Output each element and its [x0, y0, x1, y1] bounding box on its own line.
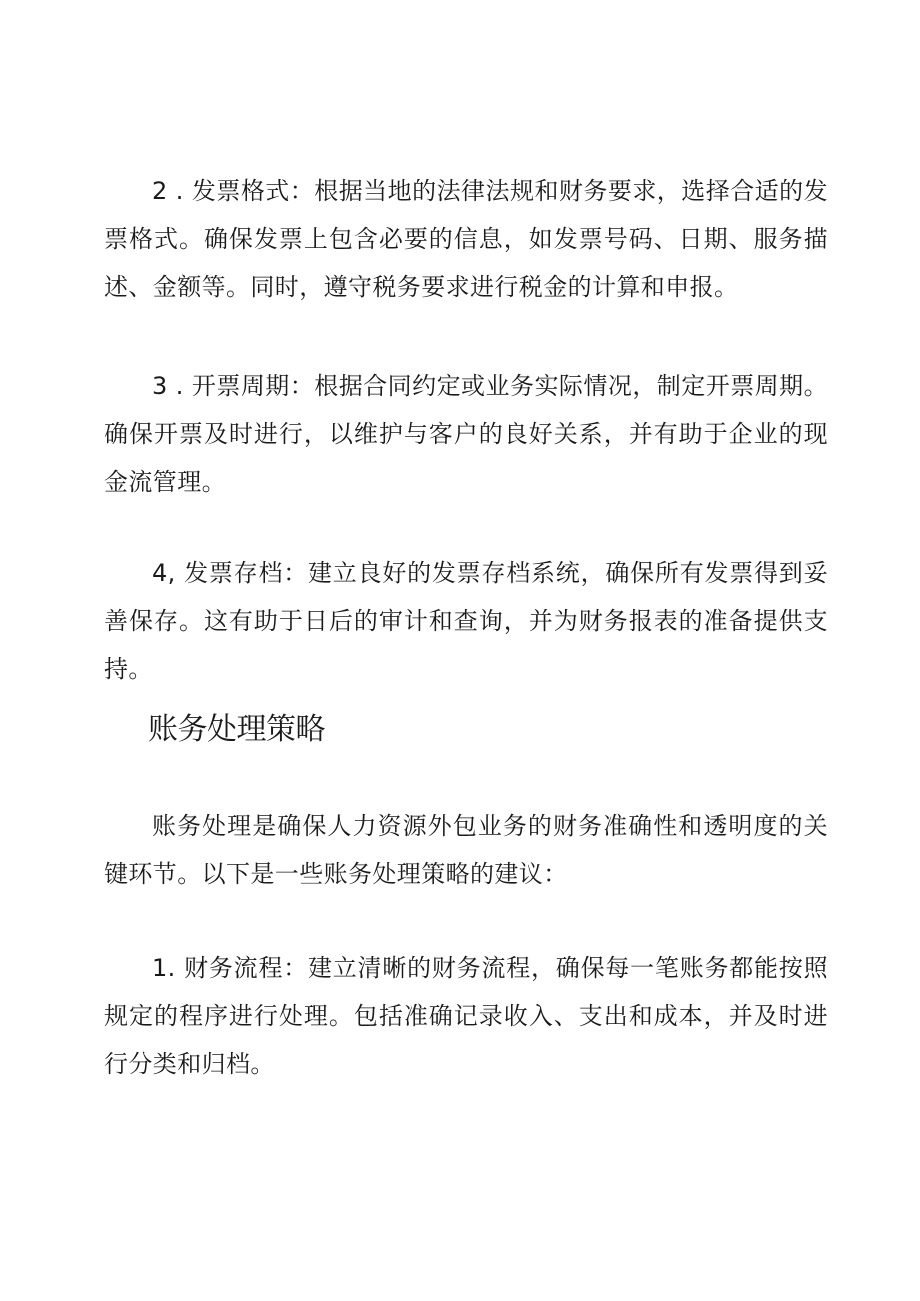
paragraph-financial-process: 1. 财务流程：建立清晰的财务流程，确保每一笔账务都能按照规定的程序进行处理。包括准确记录收入、支出和成本，并及时进行分类和归档。 — [104, 954, 828, 1078]
paragraph-invoice-format: 2 . 发票格式：根据当地的法律法规和财务要求，选择合适的发票格式。确保发票上包含必要的信息，如发票号码、日期、服务描述、金额等。同时，遵守税务要求进行税金的计算和申报。 — [104, 177, 828, 301]
paragraph-accounting-intro: 账务处理是确保人力资源外包业务的财务准确性和透明度的关键环节。以下是一些账务处理策略的建议： — [104, 812, 828, 888]
paragraph-invoice-cycle: 3 . 开票周期：根据合同约定或业务实际情况，制定开票周期。确保开票及时进行，以维护与客户的良好关系，并有助于企业的现金流管理。 — [104, 372, 828, 496]
section-heading: 账务处理策略 — [148, 712, 325, 747]
paragraph-invoice-archive: 4, 发票存档：建立良好的发票存档系统，确保所有发票得到妥善保存。这有助于日后的审计和查询，并为财务报表的准备提供支持。 — [104, 559, 828, 683]
